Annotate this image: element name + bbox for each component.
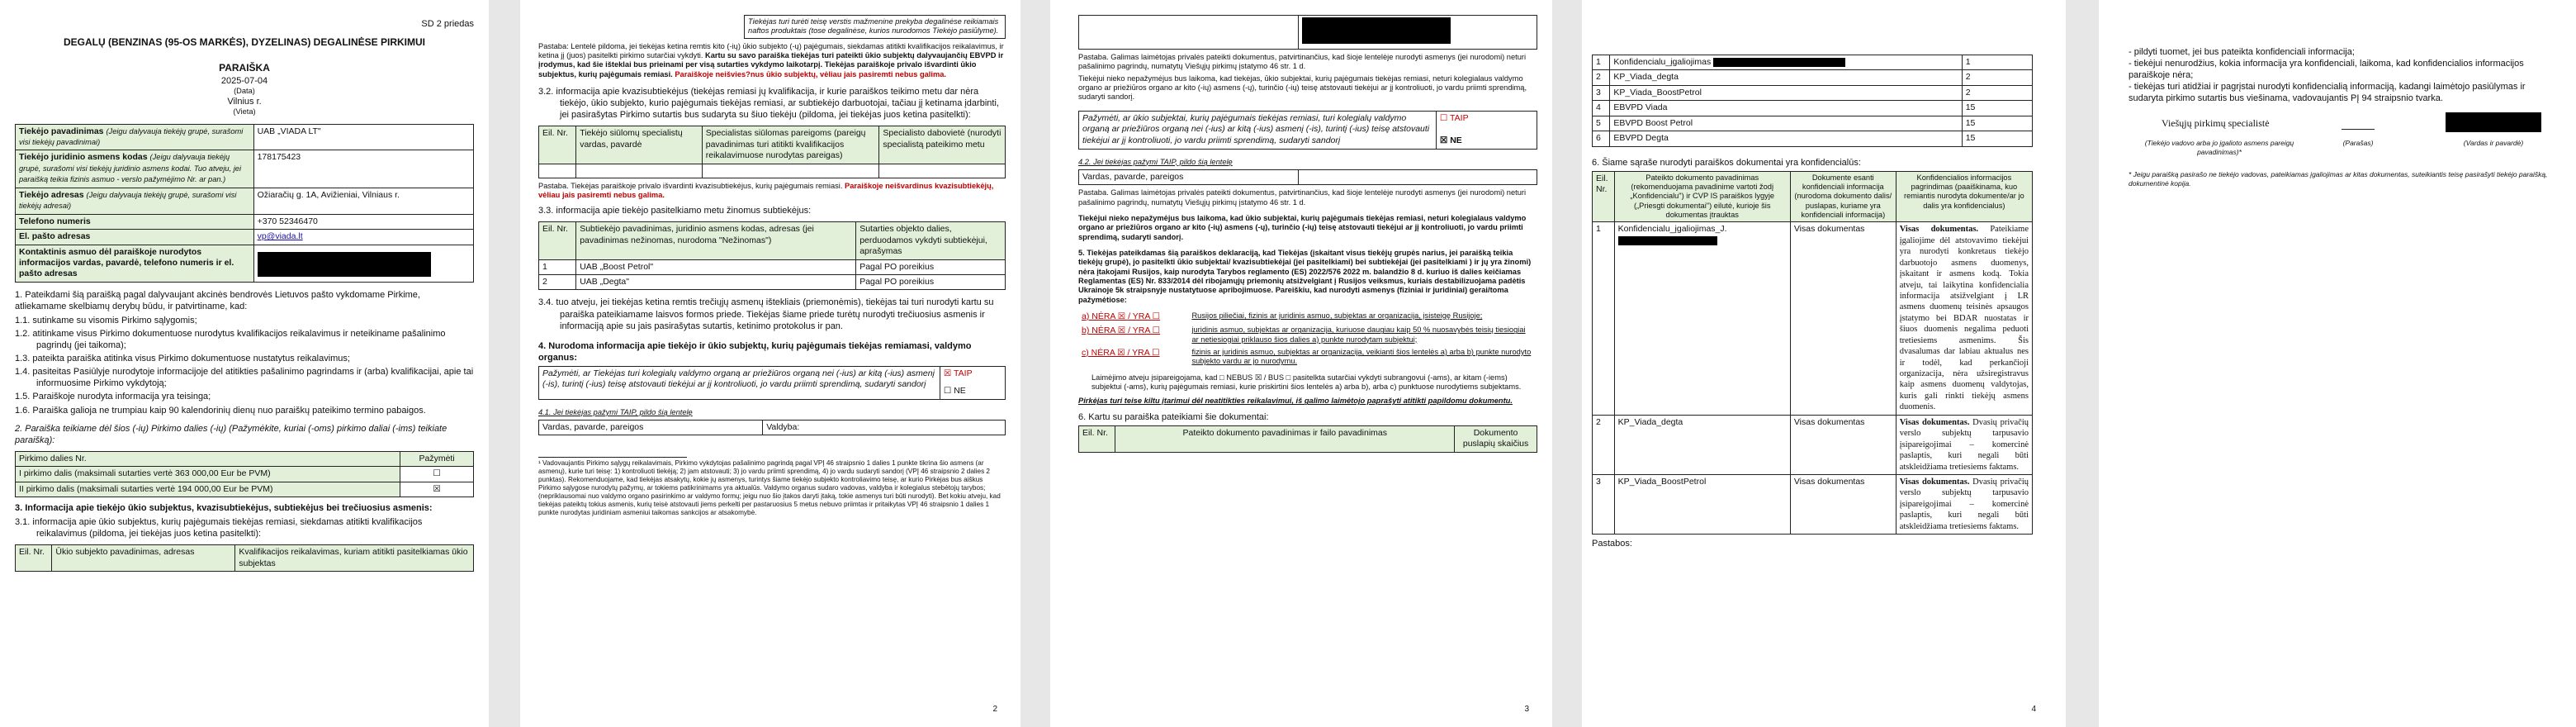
- note-4-2: Pastaba. Galimas laimėtojas privalės pateikti dokumentus, patvirtinančius, kad šioje lentelėje nurodyti asmenys (jei nurodomi) neturi pašalinimo pagrindų, numatytų Viešųjų pirkimų įstatymo 46 str. 1 d.: [1078, 188, 1527, 207]
- table-cell: El. pašto adresas: [16, 230, 254, 245]
- table-cell: [1299, 169, 1537, 184]
- table-row: [1593, 222, 2033, 415]
- list-item: 1.3. pateikta paraiška atitinka visus Pirkimo dokumentuose nustatytus reikalavimus;: [15, 354, 350, 364]
- table-cell: 3: [1593, 85, 1610, 100]
- table-header: Sutarties objekto dalies, perduodamos vykdyti subtiekėjui, aprašymas: [856, 222, 1006, 259]
- subcontractor-name: UAB „Boost Petrol": [576, 259, 856, 274]
- table-cell: 4: [1593, 101, 1610, 116]
- redaction-block: [1618, 236, 1717, 245]
- question-cell: Pažymėti, ar ūkio subjektai, kurių pajėgumais tiekėjas remiasi, turi kolegialų valdymo organą ar priežiūros organą nei (-ius) ar kitą (-ius) asmenį (-is), turintį (-ius) teisę atstovauti tiekėjui ar jį kontroliuoti, jo vardu priimti sprendimą, sudaryti sandorį: [1079, 111, 1437, 149]
- yes-checkbox[interactable]: ☒ TAIP: [943, 368, 973, 378]
- redaction-block: [1713, 58, 1845, 67]
- sanctions-text-c: fizinis ar juridinis asmuo, subjektas ar organizacija, veikianti šios lentelės a) arba b) punkte nurodyto subjekto vardu ar jo nurodymu.: [1191, 347, 1532, 366]
- qualification-table-continued: [744, 15, 1006, 39]
- paragraph-2: 2. Paraiška teikiame dėl šios (-ių) Pirkimo dalies (-ių) (Pažymėkite, kuriai (-oms) pirkimo daliai (-ims) teikiate paraišką):: [15, 423, 447, 445]
- section-6-heading: 6. Kartu su paraiška pateikiami šie dokumentai:: [1078, 411, 1269, 422]
- form-title: PARAIŠKA: [219, 62, 270, 74]
- table-row: [16, 467, 474, 482]
- table-cell: 2: [539, 275, 576, 290]
- table-cell: [1299, 16, 1537, 50]
- name-caption: (Vardas ir pavardė): [2463, 139, 2524, 148]
- table-header-row: [16, 451, 474, 466]
- page-gap: [1552, 0, 1582, 727]
- operators-management-table: [1078, 111, 1537, 150]
- table-row: [1079, 16, 1537, 50]
- list-item: 1.6. Paraiška galioja ne trumpiau kaip 90 kalendorinių dienų nuo paraiškų pateikimo termino pabaigos.: [15, 405, 426, 416]
- lots-table: [15, 451, 474, 497]
- table-row: [16, 230, 474, 245]
- signer-title-caption: (Tiekėjo vadovo arba jo įgalioto asmens pareigų pavadinimas)*: [2144, 139, 2294, 157]
- table-row: [1593, 474, 2033, 534]
- lot-1-name: I pirkimo dalis (maksimali sutarties vertė 363 000,00 Eur be PVM): [16, 467, 400, 482]
- page-number: 2: [992, 705, 997, 715]
- table-row: [1593, 85, 2033, 100]
- board-table: [538, 420, 1006, 435]
- table-header: Eil. Nr.: [539, 126, 576, 164]
- table-cell: Telefono numeris: [16, 214, 254, 229]
- table-cell: Pagal PO poreikius: [856, 259, 1006, 274]
- buyer-warning: Pirkėjas turi teise kiltu įtarimui dėl neatitikties reikalavimui, iš galimo laimėtojo paprašyti atitikti papildomu dokumentu.: [1078, 397, 1513, 406]
- note-3-2: Pastaba. Tiekėjas paraiškoje privalo išvardinti kvazisubtiekėjus, kurių pajėgumais remiasi. Paraiškoje neišvardinus kvazisubtiekėjų, vėliau jais pasiremti nebus galima.: [538, 181, 994, 199]
- attached-documents-table: [1078, 425, 1537, 453]
- table-header-row: [1079, 425, 1537, 452]
- document-page-2: [520, 0, 1020, 727]
- list-item: - pildyti tuomet, jei bus pateikta konfidenciali informacija;: [2129, 47, 2355, 57]
- table-row: [16, 214, 474, 229]
- table-cell: Tiekėjo pavadinimas (Jeigu dalyvauja tiekėjų grupė, surašomi visi tiekėjų pavadinimai): [16, 124, 254, 150]
- section-4-heading: 4. Nurodoma informacija apie tiekėjo ir ūkio subjektų, kurių pajėgumais tiekėjas remiamasi, valdymo organus:: [538, 340, 972, 363]
- document-title: DEGALŲ (BENZINAS (95-OS MARKĖS), DYZELINAS) DEGALINĖSE PIRKIMUI: [63, 36, 426, 49]
- signature-line: [2342, 112, 2375, 130]
- winner-commitment: Laimėjimo atveju įsipareigojama, kad □ NEBUS ☒ / BUS □ pasitelkta sutarčiai vykdyti subrangovui (-ams), ar kitam (-iems) subjektui (-ams), kurių pajėgumais remiasi, kurie priskirtini šios lentelės a) arba b), arba c) punktuose nurodytiems subjektams.: [1091, 373, 1522, 391]
- table-header: Ūkio subjekto pavadinimas, adresas: [52, 545, 235, 572]
- table-row: [1078, 324, 1537, 346]
- page-gap: [1020, 0, 1050, 727]
- quasi-subcontractors-table: [538, 126, 1006, 178]
- lot-2-checkbox[interactable]: ☒: [400, 482, 474, 497]
- table-row: [1079, 111, 1537, 149]
- yes-checkbox[interactable]: ☐ TAIP: [1439, 112, 1469, 123]
- document-name: EBVPD Boost Petrol: [1610, 116, 1962, 131]
- table-header-row: [539, 126, 1006, 164]
- table-cell: Tiekėjo adresas (Jeigu dalyvauja tiekėjų grupė, surašomi visi tiekėjų adresai): [16, 188, 254, 214]
- table-cell: 2: [1593, 415, 1615, 474]
- table-header-row: [539, 222, 1006, 259]
- section-5-declaration: 5. Tiekėjas pateikdamas šią paraiškos deklaraciją, kad Tiekėjas (įskaitant visus tiekėjų grupės narius, jei paraišką teikia tiekėjų grupė), jo pasitelkti ūkio subjektai/ kvazisubtiekėjai (jei pasitelkiami) bei subtiekėjai (jei pasitelkiami ) ir jų yra žinomi) nėra įtakojami Rusijos, kaip nurodyta Tarybos reglamento (ES) 2022/576 2022 m. balandžio 8 d. kuriuo iš dalies keičiamas Reglamentas (ES) Nr. 833/2014 dėl ribojamųjų priemonių atsižvelgiant į Rusijos veiksmus, kuriais destabilizuojama padėtis Ukrainoje 5k straipsnyje nustatytuose apribojimuose. Pareiškiu, kad nurodyti asmenys (fiziniai ir juridiniai) gerai/toma pažymėtiose:: [1078, 248, 1532, 304]
- table-cell: Visas dokumentas: [1790, 415, 1896, 474]
- redaction-block: [258, 252, 431, 277]
- table-header: Dokumente esanti konfidenciali informacija (nurodoma dokumento dalis/ puslapas, kuriame yra konfidenciali informacija): [1790, 171, 1896, 222]
- signature-footnote: * Jeigu paraišką pasirašo ne tiekėjo vadovas, pateikiamas įgaliojimas ar kitas dokumentas, suteikiantis teisę pasirašyti tiekėjo paraišką, dokumentinė kopija.: [2129, 170, 2548, 188]
- justification-cell: Visas dokumentas. Dvasių privačių verslo subjektų tarpusavio įsipareigojimai – komercinė paslaptis, kuri negali būti atskleidžiama tretiesiems faktams.: [1896, 474, 2032, 534]
- answer-cell: [1436, 111, 1537, 149]
- form-place: Vilnius r.: [227, 97, 262, 107]
- table-header: Eil. Nr.: [16, 545, 52, 572]
- section-3-heading: 3. Informacija apie tiekėjo ūkio subjektus, kvazisubtiekėjus, subtiekėjus bei trečiuosius asmenis:: [15, 503, 433, 514]
- table-cell: 1: [539, 259, 576, 274]
- table-cell: Tiekėjas turi turėti teisę verstis mažmenine prekyba degalinėse reikiamais naftos produktais (tose degalinėse, kurios nurodomos Tiekėjo pasiūlyme).: [745, 16, 1006, 39]
- table-row: [1593, 116, 2033, 131]
- supplier-code-value: 178175423: [253, 150, 473, 188]
- paragraph-3-4: 3.4. tuo atveju, jei tiekėjas ketina remtis trečiųjų asmenų ištekliais (priemonėmis), tiekėjas tai turi nurodyti kartu su paraiška pateikiamame laisvos formos priede. Tiekėjas šiame priede turėtų nurodyti trečiuosius asmenis ir informaciją apie su jais pasirašytas sutartis, ketinimo protokolus ir pan.: [538, 297, 994, 331]
- table-cell: [1079, 16, 1299, 50]
- table-row: [16, 150, 474, 188]
- table-cell: Tiekėjo juridinio asmens kodas (Jeigu dalyvauja tiekėjų grupė, surašomi visi tiekėjų juridinio asmens kodai. Tuo atveju, jei paraišką teikia fizinis asmuo - verslo pažymėjimo Nr. ar pan.): [16, 150, 254, 188]
- list-item: 1.1. sutinkame su visomis Pirkimo sąlygomis;: [15, 316, 197, 326]
- list-item: - tiekėjui nenurodžius, kokia informacija yra konfidenciali, laikoma, kad konfidencialios informacijos paraiškoje nėra;: [2129, 59, 2524, 81]
- footnote-1: ¹ Vadovaujantis Pirkimo sąlygų reikalavimais, Pirkimo vykdytojas pašalinimo pagrindą pagal VPĮ 46 straipsnio 1 dalies 1 punkte tikrina šio asmens (ar asmenų), kurie turi teisę: 1) kontroliuoti tiekėją; 2) jam atstovauti; 3) jo vardu priimti sprendimą, 4) jo vardu sudaryti sandorį (VPĮ 46 straipsnio 2 dalies 2 punktas). Rekomenduojame, kad tiekėjas atsakytų, kokie jų asmenys, turintys šiame tiekėjo subjekto kontroliavimo teisę, ar kurio Pirkėjas bus aiškus Pirkimo sąlygose nurodytų pažymų, ar tokiems patikrinimams yra aktualūs. Valdymo organus sudaro vadovas, valdyba ir kolegialus stebėtojų tarybos; (nepriklausomai nuo valdymo organo pasirinkimo ar valdymo formų; jeigu nuo šio įtakos daryti įtaką, tokie asmenys turi būti nurodyti). Bet kokiu atveju, kad tiekėjas pateiktų tokius asmenis, kurių teisė atstovauti jiems perkelti per pastaruosius 5 metus nebuvo priimtas ir pritaikytas VPĮ 46 straipsnio 1 dalies 1 punkte nurodytas juridiniam asmeniui taikomas sankcijos ar atsakomybė.: [538, 459, 1001, 516]
- table-cell: 1: [1593, 222, 1615, 415]
- section-6-confidential-heading: 6. Šiame sąraše nurodyti paraiškos dokumentai yra konfidencialūs:: [1592, 157, 1861, 168]
- document-name: KP_Viada_degta: [1614, 415, 1790, 474]
- sanctions-table: [1078, 310, 1537, 368]
- document-page-3: [1050, 0, 1552, 727]
- table-row: [745, 16, 1006, 39]
- annex-label: SD 2 priedas: [421, 19, 474, 29]
- subsection-4-2: 4.2. Jei tiekėjas pažymi TAIP, pildo šią lentelę: [1078, 157, 1233, 166]
- page-count: 15: [1962, 131, 2032, 146]
- table-row: [16, 188, 474, 214]
- question-cell: Pažymėti, ar Tiekėjas turi kolegialų valdymo organą ar priežiūros organą nei (-ius) ar kitą (-ius) asmenį (-is), turintį (-ius) teisę atstovauti tiekėjui ar jį kontroliuoti, jo vardu priimti sprendimą, sudaryti sandorį: [539, 366, 940, 399]
- document-name: KP_Viada_BoostPetrol: [1610, 85, 1962, 100]
- table-cell: 2: [1593, 70, 1610, 85]
- note-4-1: Pastaba. Galimas laimėtojas privalės pateikti dokumentus, patvirtinančius, kad šioje lentelėje nurodyti asmenys (jei nurodomi) neturi pašalinimo pagrindų, numatytų Viešųjų pirkimų įstatymo 46 str. 1 d.: [1078, 53, 1527, 71]
- supplier-info-table: [15, 124, 474, 283]
- form-date-label: (Data): [234, 86, 255, 95]
- table-cell: Valdyba:: [763, 421, 1006, 435]
- table-header: Specialistas siūlomas pareigoms (pareigų pavadinimas turi atitikti kvalifikacijos reikalavimuose nurodytas pareigas): [702, 126, 879, 164]
- justification-cell: Visas dokumentas. Pateikiame įgaliojime dėl atstovavimo tiekėjui yra nurodyti konkretaus tiekėjo darbuotojo asmens duomenys, įskaitant ir asmens kodą. Tokia atveju, tai laikytina konfidencialia informacija atsižvelgiant į LR asmens duomenų teisinės apsaugos įstatymo bei BDAR nuostatas ir šiuos duomenis negalima peduoti tretiesiems asmenims. Šis dvasalumas dar labiau aktualus nes ir todėl, kad perkančioji organizacija, nėra užsiregistravus kaip asmens duomenų valdytojas, kuris gali rinkti tiekėjų asmens duomenis.: [1896, 222, 2032, 415]
- table-cell: Kontaktinis asmuo dėl paraiškoje nurodytos informacijos vardas, pavardė, telefono numeris ir el. pašto adresas: [16, 245, 254, 282]
- table-header: Kvalifikacijos reikalavimas, kuriam atitikti pasitelkiamas ūkio subjektas: [235, 545, 474, 572]
- paragraph-3-1: 3.1. informacija apie ūkio subjektus, kurių pajėgumais tiekėjas remiasi, siekdamas atitikti kvalifikacijos reikalavimus (pildoma, jei tiekėjas juos ketina pasitelkti):: [15, 517, 423, 539]
- table-cell: 1: [1593, 55, 1610, 70]
- table-row: [539, 259, 1006, 274]
- sanctions-text-a: Rusijos piliečiai, fizinis ar juridinis asmuo, subjektas ar organizacija, įsisteigę Rusijoje;: [1191, 311, 1483, 320]
- paragraph-1: 1. Pateikdami šią paraišką pagal dalyvaujant akcinės bendrovės Lietuvos pašto vykdomame Pirkime, atliekamame skelbiamų derybų būdu, ir patvirtiname, kad:: [15, 289, 420, 311]
- table-cell: Visas dokumentas: [1790, 474, 1896, 534]
- list-item: 1.4. pasiteitas Pasiūlyje nurodytoje informacijoje del atitikties pašalinimo pagrindams ir (arba) kvalifikacijai, apie tai informuosime Pirkimo vykdytoją;: [15, 367, 474, 389]
- management-bodies-table-continued: [1078, 15, 1537, 50]
- table-row: [1079, 169, 1537, 184]
- no-checkbox[interactable]: ☒ NE: [1439, 135, 1462, 146]
- signature-caption: (Parašas): [2342, 139, 2374, 148]
- subcontractors-table: [538, 221, 1006, 290]
- table-header: Pateikto dokumento pavadinimas (rekomenduojama pavadinime vartoti žodį „Konfidencialu") ir CVP IS paraiškos lygyje („Priesgti dokumentai") eilutė, kurioje šis dokumentas įtrauktas: [1614, 171, 1790, 222]
- table-row: [1593, 70, 2033, 85]
- list-item: 1.2. atitinkame visus Pirkimo dokumentuose nurodytus kvalifikacijos reikalavimus ir neteikiname pašalinimo pagrindų (jei taikoma);: [15, 329, 446, 351]
- subsection-4-1: 4.1. Jei tiekėjas pažymi TAIP, pildo šią lentelę: [538, 407, 693, 416]
- table-row: [1078, 310, 1537, 324]
- table-row: [1593, 415, 2033, 474]
- management-bodies-table: [538, 366, 1006, 400]
- table-cell: Vardas, pavarde, pareigos: [539, 421, 763, 435]
- table-cell: Pagal PO poreikius: [856, 275, 1006, 290]
- table-header: Konfidencialios informacijos pagrindimas (paaiškinama, kuo remiantis nurodyta dokumente/ar jo dalis yra konfidencialus): [1896, 171, 2032, 222]
- lot-1-checkbox[interactable]: ☐: [400, 467, 474, 482]
- signer-title: Viešųjų pirkimų specialistė: [2162, 117, 2270, 130]
- table-header: Eil. Nr.: [1593, 171, 1615, 222]
- page-gap: [2066, 0, 2099, 727]
- attached-documents-list: [1592, 55, 2033, 147]
- table-row: [16, 124, 474, 150]
- table-header: Eil. Nr.: [1079, 425, 1115, 452]
- document-name: KP_Viada_degta: [1610, 70, 1962, 85]
- document-page-4: [1582, 0, 2066, 727]
- form-date: 2025-07-04: [220, 75, 268, 86]
- document-page-1: [0, 0, 489, 727]
- supplier-name-value: UAB „VIADA LT": [253, 124, 473, 150]
- note-4-1b: Tiekėjui nieko nepažymėjus bus laikoma, kad tiekėjas, ūkio subjektai, kurių pajėgumais tiekėjas remiasi, neturi kolegialaus valdymo organo ar priežiūros organo ar kito (-ių) asmens (-ų), turinčio (-ių) teisę atstovauti tiekėjui ar jį kontroliuoti, jo vardu priimti sprendimą, sudaryti sandorį.: [1078, 74, 1527, 102]
- page-count: 2: [1962, 85, 2032, 100]
- table-header: Pateikto dokumento pavadinimas ir failo pavadinimas: [1115, 425, 1455, 452]
- table-cell: Visas dokumentas: [1790, 222, 1896, 415]
- page-count: 2: [1962, 70, 2032, 85]
- supplier-address-value: Ožiaračių g. 1A, Avižieniai, Vilniaus r.: [253, 188, 473, 214]
- table-header: Eil. Nr.: [539, 222, 576, 259]
- page-number: 4: [2031, 705, 2036, 715]
- table-row: [539, 366, 1006, 399]
- sanctions-option-a[interactable]: a) NĖRA ☒ / YRA ☐: [1082, 311, 1161, 321]
- table-cell: 3: [1593, 474, 1615, 534]
- table-row: [1078, 346, 1537, 368]
- table-cell: 5: [1593, 116, 1610, 131]
- table-cell: 6: [1593, 131, 1610, 146]
- page-count: 15: [1962, 116, 2032, 131]
- table-row: [539, 421, 1006, 435]
- table-header: Subtiekėjo pavadinimas, juridinio asmens kodas, adresas (jei pavadinimas nežinomas, nurodoma "Nežinomas"): [576, 222, 856, 259]
- note-4-2b: Tiekėjui nieko nepažymėjus bus laikoma, kad ūkio subjektai, kurių pajėgumais tiekėjas remiasi, neturi kolegialaus valdymo organo ar priežiūros organo ar kito (-ių) asmens (-ų), turinčio (-ių) teisę atstovauti tiekėjui ar jį kontroliuoti, jo vardu priimti sprendimą, sudaryti sandorį.: [1078, 213, 1527, 241]
- sanctions-option-b[interactable]: b) NĖRA ☒ / YRA ☐: [1082, 325, 1161, 336]
- form-place-label: (Vieta): [233, 107, 256, 116]
- table-row: [539, 164, 1006, 178]
- table-row: [1593, 55, 2033, 70]
- no-checkbox[interactable]: ☐ NE: [943, 386, 966, 397]
- economic-operators-table: [15, 544, 474, 572]
- table-row: [1593, 101, 2033, 116]
- supplier-email-link[interactable]: vp@viada.lt: [253, 230, 473, 245]
- document-name: KP_Viada_BoostPetrol: [1614, 474, 1790, 534]
- table-header: Dokumento puslapių skaičius: [1455, 425, 1537, 452]
- table-header-row: [16, 545, 474, 572]
- subcontractor-name: UAB „Degta": [576, 275, 856, 290]
- redaction-block: [2446, 112, 2541, 132]
- page-number: 3: [1524, 705, 1529, 715]
- table-row: [1593, 131, 2033, 146]
- document-page-5: [2099, 0, 2576, 727]
- table-row: [16, 482, 474, 497]
- paragraph-3-2: 3.2. informacija apie kvazisubtiekėjus (tiekėjas remiasi jų kvalifikacija, ir kurie paraiškos teikimo metu dar nėra tiekėjo, ūkio subjekto, kurio pajėgumais tiekėjas remiasi, ar subtiekėjo darbuotojai, tačiau jį ketinama įdarbinti, jei pasirašytas Pirkimo sutartis bus sudaryta su šiuo tiekėju (pildoma, jei tiekėjas juos ketina pasitelkti):: [538, 86, 999, 121]
- table-row: [16, 245, 474, 282]
- signature-block: [2129, 112, 2558, 157]
- page-gap: [489, 0, 520, 727]
- paragraph-3-3: 3.3. informacija apie tiekėjo pasitelkiamo metu žinomus subtiekėjus:: [538, 206, 812, 216]
- lot-2-name: II pirkimo dalis (maksimali sutarties vertė 194 000,00 Eur be PVM): [16, 482, 400, 497]
- table-header: Pažymėti: [400, 451, 474, 466]
- table-row: [539, 275, 1006, 290]
- table-header: Specialisto dabovietė (nurodyti specialistą pateikimo metu: [879, 126, 1006, 164]
- remarks-label: Pastabos:: [1592, 539, 1632, 549]
- answer-cell: [940, 366, 1005, 399]
- table-header: Tiekėjo siūlomų specialistų vardas, pavardė: [576, 126, 703, 164]
- document-name: Konfidencialu_įgaliojimas_J.: [1614, 222, 1790, 415]
- list-item: 1.5. Paraiškoje nurodyta informacija yra teisinga;: [15, 392, 211, 402]
- document-name: EBVPD Degta: [1610, 131, 1962, 146]
- table-header: Pirkimo dalies Nr.: [16, 451, 400, 466]
- operators-board-table: [1078, 169, 1537, 185]
- table-header-row: [1593, 171, 2033, 222]
- table-cell: Vardas, pavarde, pareigos: [1079, 169, 1299, 184]
- justification-cell: Visas dokumentas. Dvasių privačių verslo subjektų tarpusavio įsipareigojimai – komercinė paslaptis, kuri negali būti atskleidžiama tretiesiems faktams.: [1896, 415, 2032, 474]
- note-3-1: Pastaba: Lentelė pildoma, jei tiekėjas ketina remtis kito (-ių) ūkio subjekto (-ų) pajėgumais, siekdamas atitikti kvalifikacijos reikalavimus, ir ketina jį (juos) pasitelkti pirkimo sutarčiai vykdyti. Kartu su savo paraiška tiekėjas turi pateikti ūkio subjektų dalyvaujančių EBVPD ir įrodymus, kad šie išteklai bus prieinami per visą sutarties vykdymo laikotarpį. Tiekėjas paraiškoje privalo išvardinti ūkio subjektus, kurių pajėgumais remiasi. Paraiškoje neišvies?nus ūkio subjektų, vėliau jais pasiremti nebus galima.: [538, 41, 1004, 78]
- confidential-documents-table: [1592, 171, 2033, 535]
- document-name: Konfidencialu_įgaliojimas: [1610, 55, 1962, 70]
- document-name: EBVPD Viada: [1610, 101, 1962, 116]
- sanctions-text-b: juridinis asmuo, subjektas ar organizacija, kuriuose daugiau kaip 50 % nuosavybės teisių tiesiogiai ar netiesiogiai priklauso šios dalies a) punkte nurodytam subjektui;: [1191, 325, 1526, 344]
- page-count: 1: [1962, 55, 2032, 70]
- list-item: - tiekėjas turi atidžiai ir pagrįstai nurodyti konfidencialią informaciją, kadangi laimėtojo pasiūlymas ir sudaryta pirkimo sutartis bus viešinama, vadovaujantis PĮ 94 straipsnio tvarka.: [2129, 82, 2526, 104]
- contact-person-cell: [253, 245, 473, 282]
- sanctions-option-c[interactable]: c) NĖRA ☒ / YRA ☐: [1082, 347, 1160, 358]
- page-count: 15: [1962, 101, 2032, 116]
- redaction-block: [1302, 17, 1451, 44]
- supplier-phone-value: +370 52346470: [253, 214, 473, 229]
